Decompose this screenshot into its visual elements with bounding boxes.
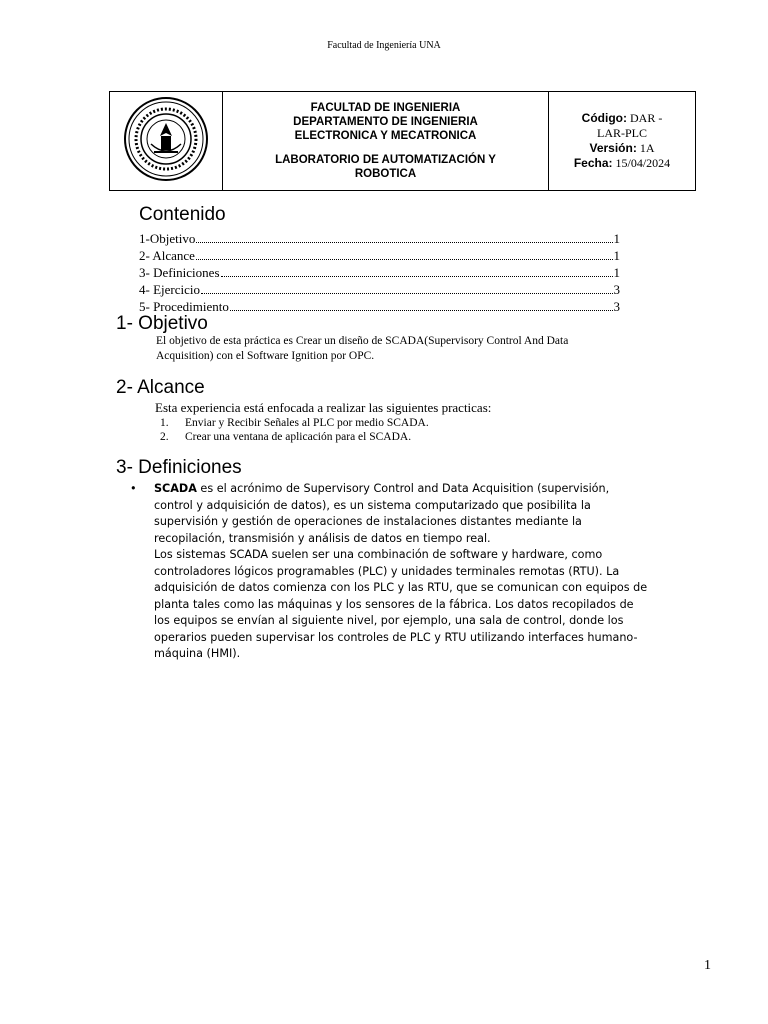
page-number: 1 — [704, 958, 711, 973]
university-seal-cell — [110, 92, 223, 191]
lab-title-line: ROBOTICA — [354, 168, 417, 180]
fecha-value: 15/04/2024 — [615, 156, 671, 170]
toc-leader-dots — [196, 259, 613, 260]
section-heading-objetivo: 1- Objetivo — [116, 313, 208, 334]
list-text: Enviar y Recibir Señales al PLC por medio SCADA. — [185, 417, 429, 429]
toc-leader-dots — [201, 293, 613, 294]
toc-entry-alcance[interactable] — [139, 247, 620, 264]
list-item — [160, 430, 429, 444]
codigo-value-continued: LAR-PLC — [596, 126, 647, 140]
alcance-intro: Esta experiencia está enfocada a realizar las siguientes practicas: — [155, 400, 492, 415]
document-meta-cell — [549, 92, 696, 191]
toc-entry-page: 1 — [613, 248, 620, 263]
toc-entry-page: 3 — [613, 299, 620, 314]
definiciones-line: planta tales como las máquinas y los sensores de la fábrica. Los datos recopilados de — [154, 597, 634, 611]
version-label: Versión: — [589, 141, 637, 155]
objetivo-line: El objetivo de esta práctica es Crear un diseño de SCADA(Supervisory Control And Data — [156, 335, 569, 347]
section-heading-alcance: 2- Alcance — [116, 377, 205, 398]
fecha-row — [549, 156, 695, 171]
list-number: 2. — [160, 431, 169, 443]
codigo-row — [549, 111, 695, 126]
toc-entry-label: 1-Objetivo — [139, 231, 196, 246]
codigo-label: Código: — [581, 111, 627, 125]
table-of-contents — [139, 230, 620, 315]
list-number: 1. — [160, 417, 169, 429]
department-title-line: ELECTRONICA Y MECATRONICA — [294, 130, 477, 142]
definiciones-line: recopilación, transmisión y análisis de datos en tiempo real. — [154, 531, 491, 545]
lab-title-line: LABORATORIO DE AUTOMATIZACIÓN Y — [275, 154, 496, 166]
toc-entry-ejercicio[interactable] — [139, 281, 620, 298]
toc-leader-dots — [221, 276, 613, 277]
toc-title: Contenido — [139, 204, 226, 225]
toc-entry-page: 3 — [613, 282, 620, 297]
university-seal-logo — [110, 92, 222, 185]
scada-term: SCADA — [154, 482, 197, 495]
toc-entry-definiciones[interactable] — [139, 264, 620, 281]
definiciones-line: supervisión y gestión de operaciones de instalaciones distantes mediante la — [154, 515, 582, 528]
toc-leader-dots — [230, 310, 613, 311]
toc-entry-procedimiento[interactable] — [139, 298, 620, 315]
objetivo-paragraph — [156, 334, 568, 364]
section-heading-definiciones: 3- Definiciones — [116, 457, 242, 478]
running-head: Facultad de Ingeniería UNA — [327, 40, 441, 51]
faculty-title-line: FACULTAD DE INGENIERIA — [310, 102, 461, 114]
definiciones-line: máquina (HMI). — [154, 647, 241, 660]
definiciones-line: los equipos se envían al siguiente nivel, por ejemplo, una sala de control, donde los — [154, 614, 624, 627]
toc-entry-label: 2- Alcance — [139, 248, 195, 263]
definiciones-line: SCADA es el acrónimo de Supervisory Control and Data Acquisition (supervisión, — [154, 482, 610, 495]
codigo-value: DAR - — [629, 111, 663, 125]
list-text: Crear una ventana de aplicación para el SCADA. — [185, 431, 412, 443]
toc-entry-label: 4- Ejercicio — [139, 282, 200, 297]
definiciones-line: operarios pueden supervisar los controles de PLC y RTU utilizando interfaces humano- — [154, 630, 638, 644]
version-value: 1A — [639, 141, 655, 155]
definiciones-line: Los sistemas SCADA suelen ser una combinación de software y hardware, como — [154, 548, 603, 561]
alcance-list — [160, 416, 429, 444]
fecha-label: Fecha: — [573, 156, 613, 170]
document-header-table — [109, 91, 696, 191]
toc-entry-objetivo[interactable] — [139, 230, 620, 247]
definiciones-line: control y adquisición de datos), es un sistema computarizado que posibilita la — [154, 498, 591, 512]
toc-entry-page: 1 — [613, 265, 620, 280]
version-row — [549, 141, 695, 156]
toc-entry-label: 5- Procedimiento — [139, 299, 229, 314]
definiciones-line: adquisición de datos comienza con los PLC y las RTU, que se comunican con equipos de — [154, 581, 648, 594]
toc-leader-dots — [196, 242, 612, 243]
definiciones-bullet-item — [130, 481, 670, 663]
definiciones-text — [154, 481, 670, 663]
department-title-line: DEPARTAMENTO DE INGENIERIA — [293, 116, 478, 128]
bullet-icon: • — [130, 482, 137, 495]
definiciones-line: controladores lógicos programables (PLC) y unidades terminales remotas (RTU). La — [154, 564, 620, 578]
objetivo-line: Acquisition) con el Software Ignition por OPC. — [156, 350, 375, 362]
toc-entry-page: 1 — [613, 231, 620, 246]
toc-entry-label: 3- Definiciones — [139, 265, 220, 280]
list-item — [160, 416, 429, 430]
title-cell — [223, 92, 549, 191]
